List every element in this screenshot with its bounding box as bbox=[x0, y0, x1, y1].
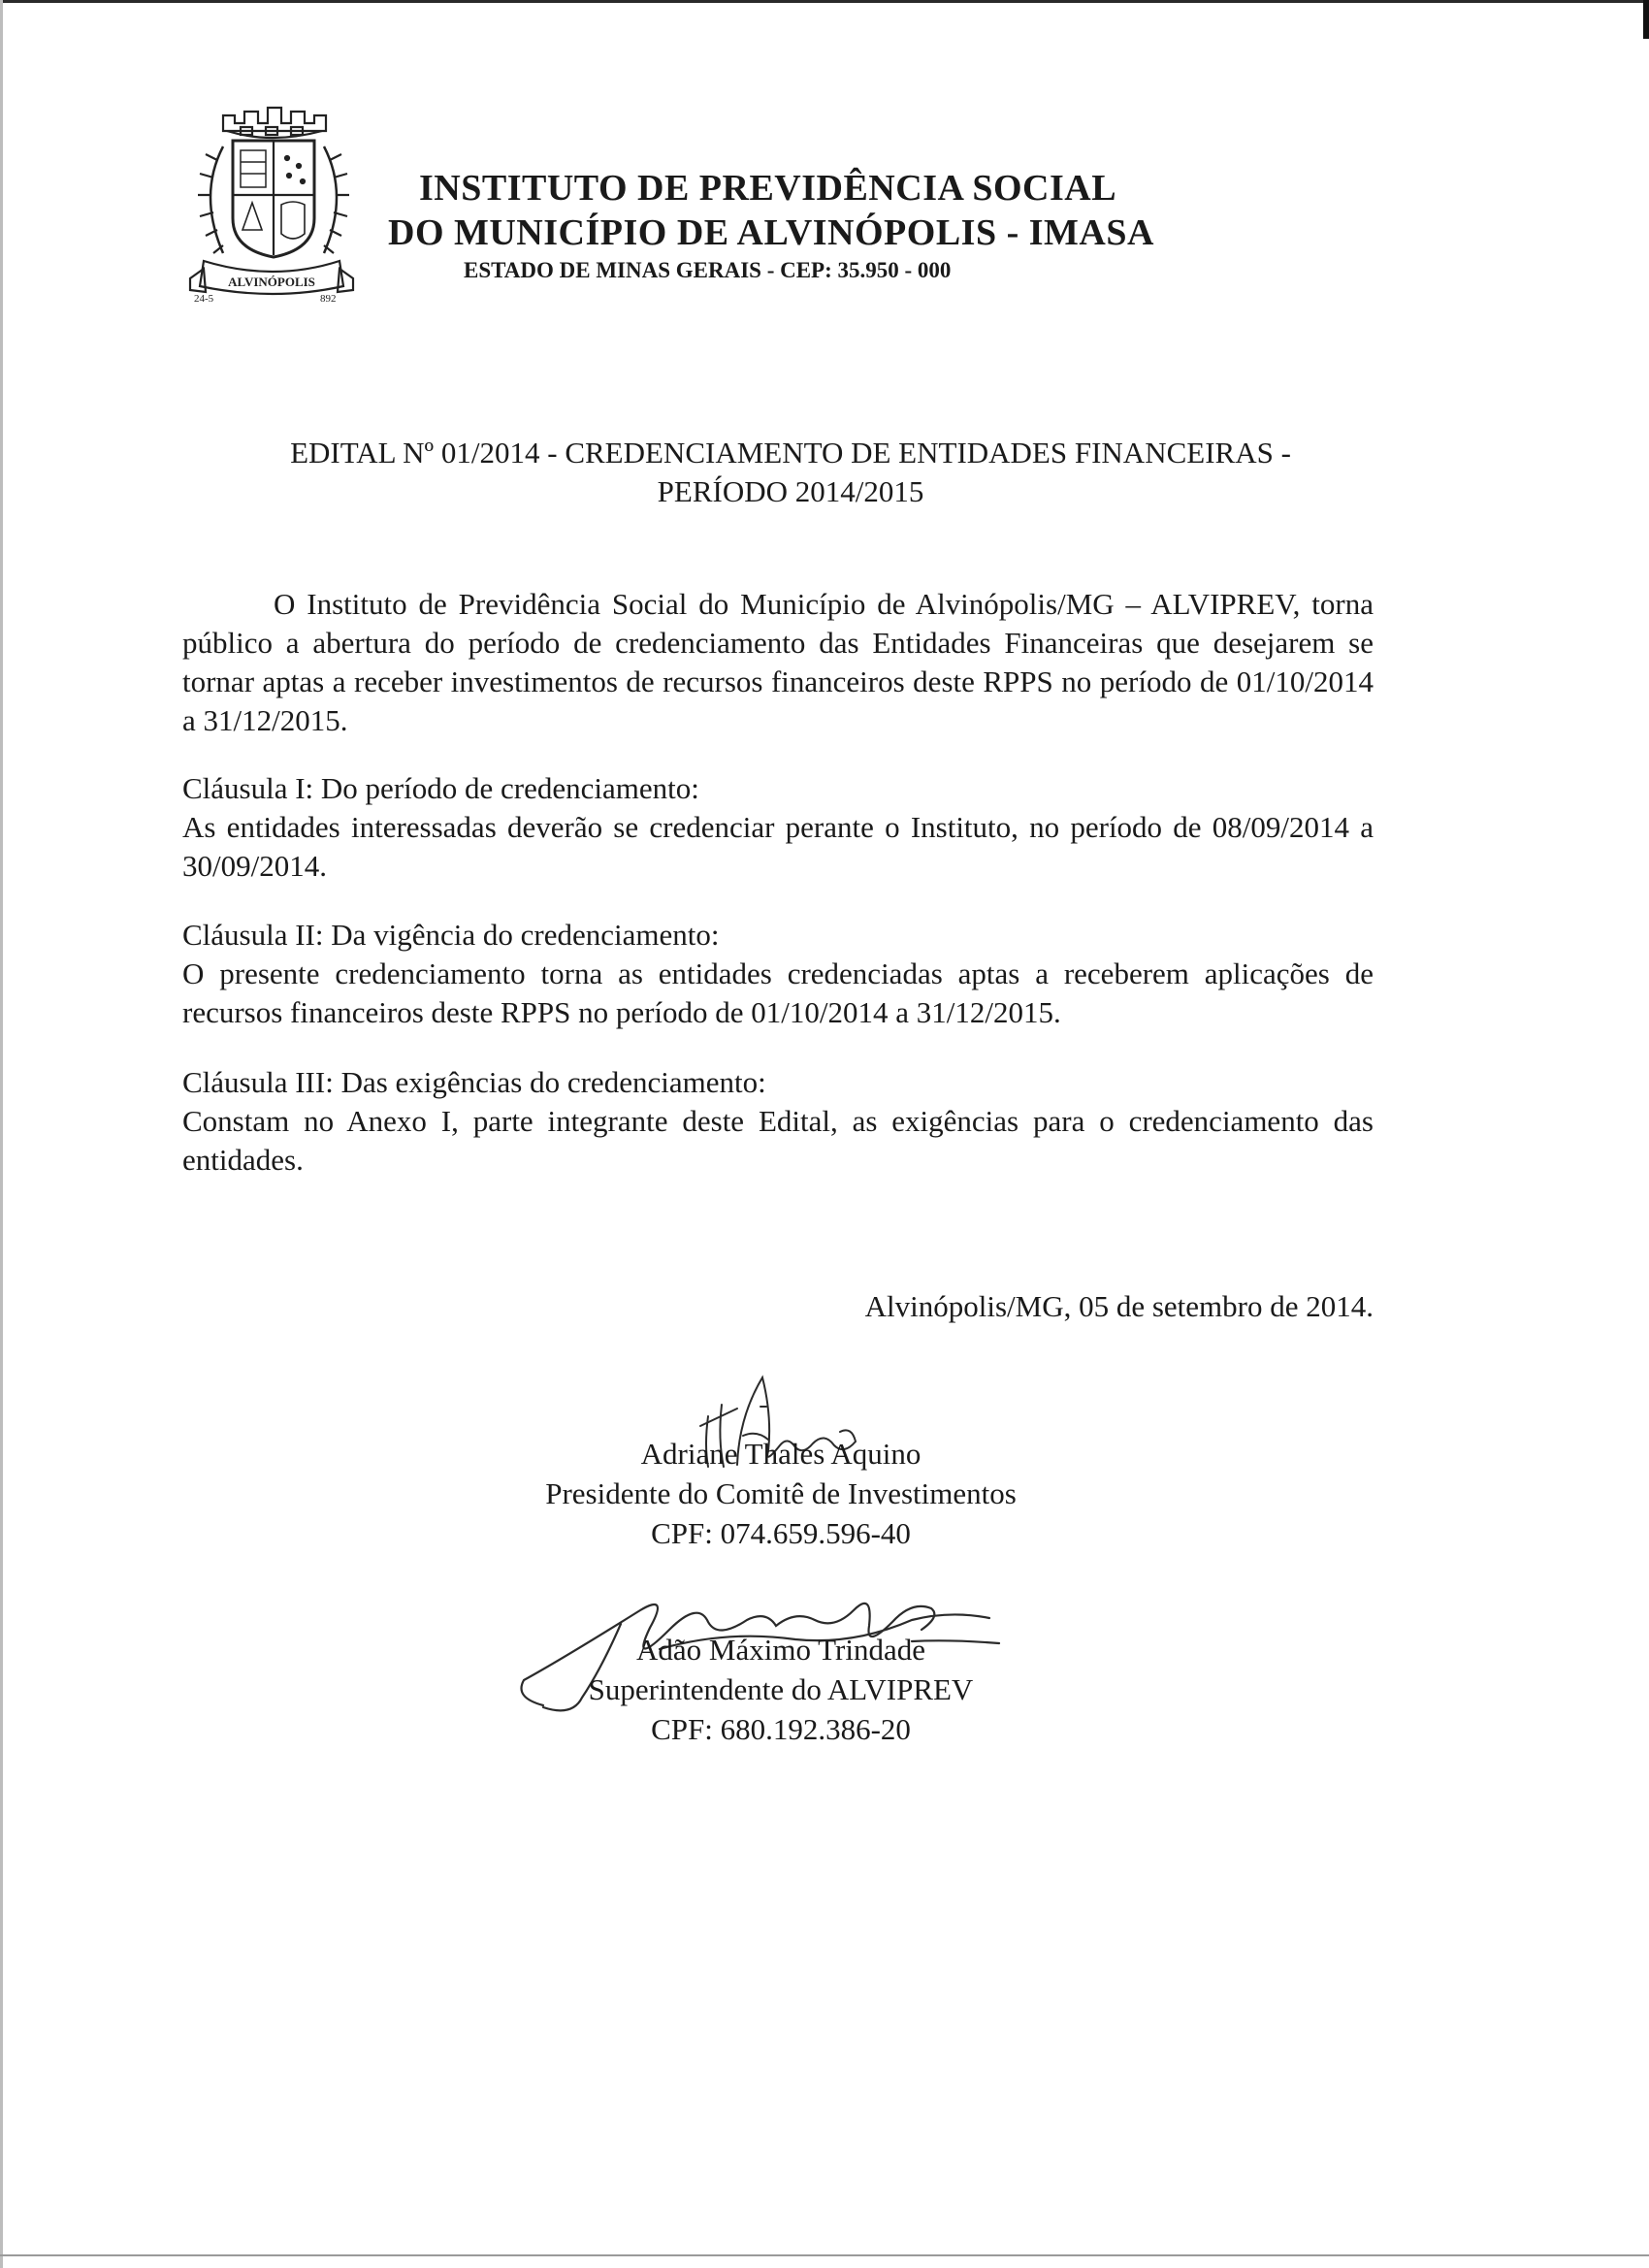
intro-paragraph: O Instituto de Previdência Social do Município de Alvinópolis/MG – ALVIPREV, torna público a abertura do período de credenciamento das Entidades Financeiras que desejarem se tornar aptas a receber investimentos de recursos financeiros deste RPPS no período de 01/10/2014 a 31/12/2015. bbox=[182, 587, 1374, 737]
clause-text: O presente credenciamento torna as entidades credenciadas aptas a receberem aplicações de recursos financeiros deste RPPS no período de 01/10/2014 a 31/12/2015. bbox=[182, 956, 1374, 1029]
clause-text: As entidades interessadas deverão se credenciar perante o Instituto, no período de 08/09/2014 a 30/09/2014. bbox=[182, 810, 1374, 883]
emblem-ribbon-label: ALVINÓPOLIS bbox=[228, 275, 315, 289]
state-and-postal-code: ESTADO DE MINAS GERAIS - CEP: 35.950 - 000 bbox=[464, 258, 952, 282]
clause-title: Cláusula II: Da vigência do credenciamento: bbox=[182, 918, 720, 952]
place-and-date: Alvinópolis/MG, 05 de setembro de 2014. bbox=[864, 1289, 1374, 1323]
letterhead bbox=[0, 0, 1649, 320]
edital-title-line2: PERÍODO 2014/2015 bbox=[657, 474, 924, 508]
municipal-coat-of-arms-icon bbox=[184, 102, 359, 306]
edital-title-line1: EDITAL Nº 01/2014 - CREDENCIAMENTO DE ENTIDADES FINANCEIRAS - bbox=[290, 436, 1291, 470]
emblem-right-date: 892 bbox=[320, 293, 337, 305]
clause-3 bbox=[182, 1063, 1374, 1180]
institute-name-line1: INSTITUTO DE PREVIDÊNCIA SOCIAL bbox=[419, 168, 1117, 209]
signatory-role: Superintendente do ALVIPREV bbox=[588, 1672, 974, 1706]
signatory-cpf: CPF: 680.192.386-20 bbox=[651, 1712, 911, 1746]
clause-1 bbox=[182, 769, 1374, 886]
edital-title bbox=[146, 434, 1436, 511]
signatory-name: Adriane Thales Aquino bbox=[640, 1437, 922, 1471]
clause-title: Cláusula III: Das exigências do credenciamento: bbox=[182, 1065, 766, 1099]
scan-bottom-edge bbox=[0, 2254, 1649, 2256]
clause-text: Constam no Anexo I, parte integrante deste Edital, as exigências para o credenciamento das entidades. bbox=[182, 1104, 1374, 1177]
clause-2 bbox=[182, 916, 1374, 1032]
signatory-cpf: CPF: 074.659.596-40 bbox=[651, 1516, 911, 1550]
signatory-2 bbox=[441, 1630, 1120, 1749]
signatory-role: Presidente do Comitê de Investimentos bbox=[545, 1476, 1017, 1510]
clause-title: Cláusula I: Do período de credenciamento: bbox=[182, 771, 699, 805]
scan-left-edge bbox=[0, 0, 3, 2268]
signatory-1 bbox=[441, 1434, 1120, 1553]
signatory-name: Adão Máximo Trindade bbox=[636, 1633, 925, 1667]
institute-name-line2: DO MUNICÍPIO DE ALVINÓPOLIS - IMASA bbox=[388, 212, 1154, 253]
emblem-left-date: 24-5 bbox=[194, 293, 214, 305]
